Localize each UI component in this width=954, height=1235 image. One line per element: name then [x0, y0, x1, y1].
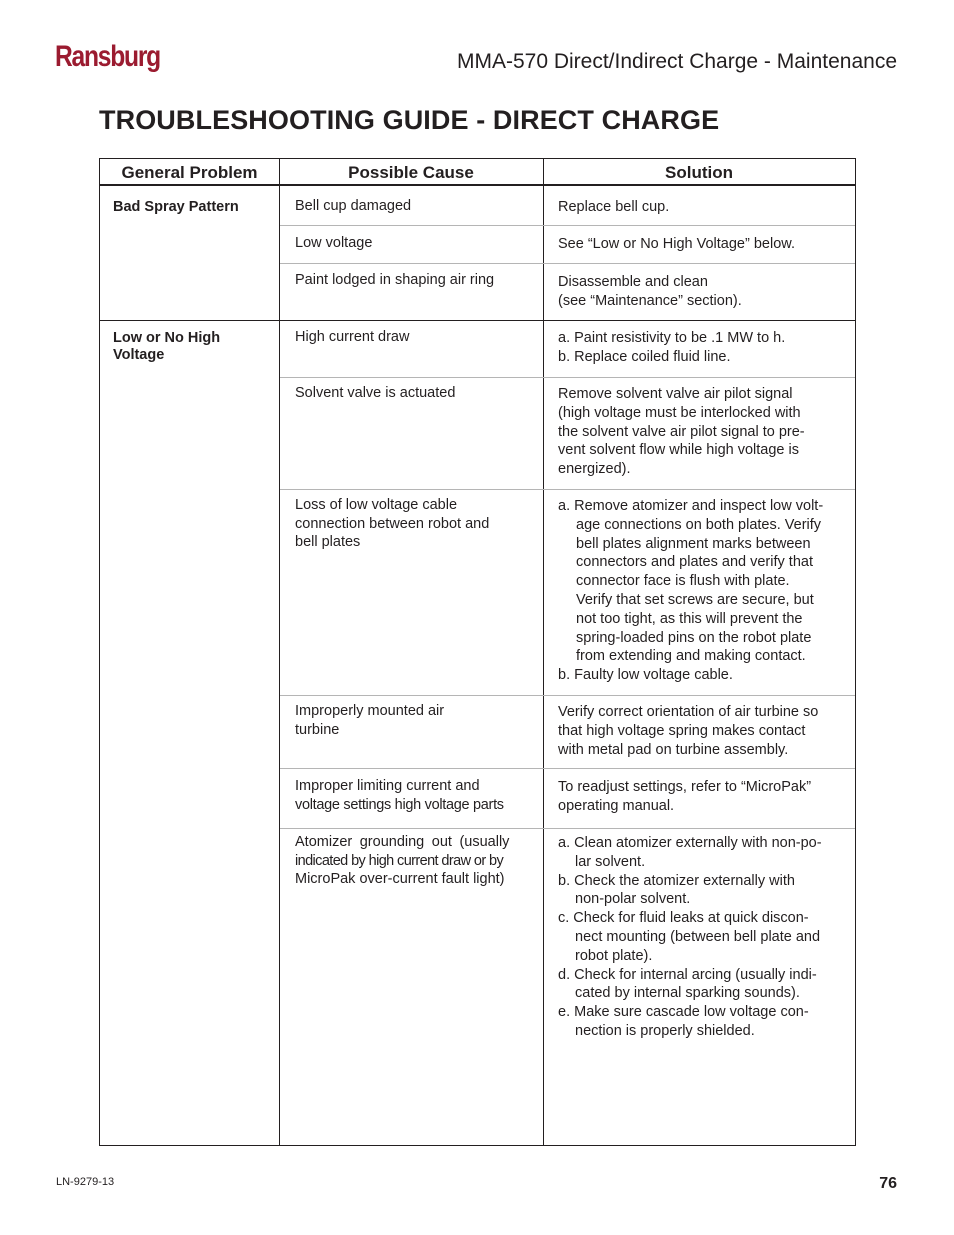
row-divider	[280, 695, 855, 696]
row-divider	[280, 263, 855, 264]
problem-low-or-no-high-voltage: Low or No High Voltage	[113, 330, 221, 363]
column-header-solution: Solution	[665, 163, 733, 182]
cause-cell: Low voltage	[295, 235, 373, 251]
table-header-row	[100, 159, 855, 186]
solution-cell: Disassemble and clean (see “Maintenance” section).	[558, 274, 742, 309]
cause-cell: Improperly mounted air turbine	[295, 703, 445, 738]
document-header-title: MMA-570 Direct/Indirect Charge - Maintenance	[456, 50, 897, 73]
column-header-general-problem: General Problem	[121, 163, 258, 182]
column-divider	[279, 159, 280, 1145]
cause-cell: Bell cup damaged	[295, 198, 412, 214]
solution-cell: Verify correct orientation of air turbine so that high voltage spring makes contact with metal pad on turbine assembly.	[558, 704, 819, 758]
solution-cell: a. Paint resistivity to be .1 MW to h. b. Replace coiled fluid line.	[558, 330, 786, 365]
row-divider	[280, 768, 855, 769]
column-header-possible-cause: Possible Cause	[348, 163, 474, 182]
page-number: 76	[879, 1175, 897, 1192]
cause-cell: Improper limiting current and voltage settings high voltage parts	[295, 778, 504, 813]
solution-cell: a. Clean atomizer externally with non-po- lar solvent. b. Check the atomizer externally with non-polar solvent. c. Check for fluid leaks at quick discon- nect mounting (between bell plate and robot plate). d. Check for internal arcing (usually indi- cated by internal sparking sounds). e. Make sure cascade low voltage con- nection is properly shielded.	[558, 835, 822, 1039]
row-divider	[280, 828, 855, 829]
page-title: TROUBLESHOOTING GUIDE - DIRECT CHARGE	[99, 105, 720, 135]
solution-cell: Remove solvent valve air pilot signal (high voltage must be interlocked with the solvent valve air pilot signal to pre- vent solvent flow while high voltage is energized).	[558, 386, 805, 478]
cause-cell: Atomizer grounding out (usually indicated by high current draw or by MicroPak over-current fault light)	[295, 834, 510, 887]
cause-cell: Paint lodged in shaping air ring	[295, 272, 495, 288]
solution-cell: Replace bell cup.	[558, 199, 670, 215]
group-divider	[100, 320, 855, 321]
solution-cell: See “Low or No High Voltage” below.	[558, 236, 795, 252]
cause-cell: High current draw	[295, 329, 410, 345]
problem-bad-spray-pattern: Bad Spray Pattern	[113, 199, 239, 215]
brand-logo: Ransburg	[55, 40, 160, 73]
row-divider	[280, 489, 855, 490]
cause-cell: Loss of low voltage cable connection between robot and bell plates	[295, 497, 490, 550]
document-code: LN-9279-13	[56, 1176, 115, 1188]
solution-cell: a. Remove atomizer and inspect low volt- age connections on both plates. Verify bell plates alignment marks between connectors and plates and verify that connector face is flush with plate. Verify that set screws are secure, but not too tight, as this will prevent the spring-loaded pins on the robot plate from extending and making contact. b. Faulty low voltage cable.	[558, 498, 824, 684]
solution-cell: To readjust settings, refer to “MicroPak” operating manual.	[558, 779, 812, 814]
row-divider	[280, 377, 855, 378]
troubleshooting-table	[99, 158, 856, 1146]
column-divider	[543, 159, 544, 1145]
cause-cell: Solvent valve is actuated	[295, 385, 456, 401]
row-divider	[280, 225, 855, 226]
